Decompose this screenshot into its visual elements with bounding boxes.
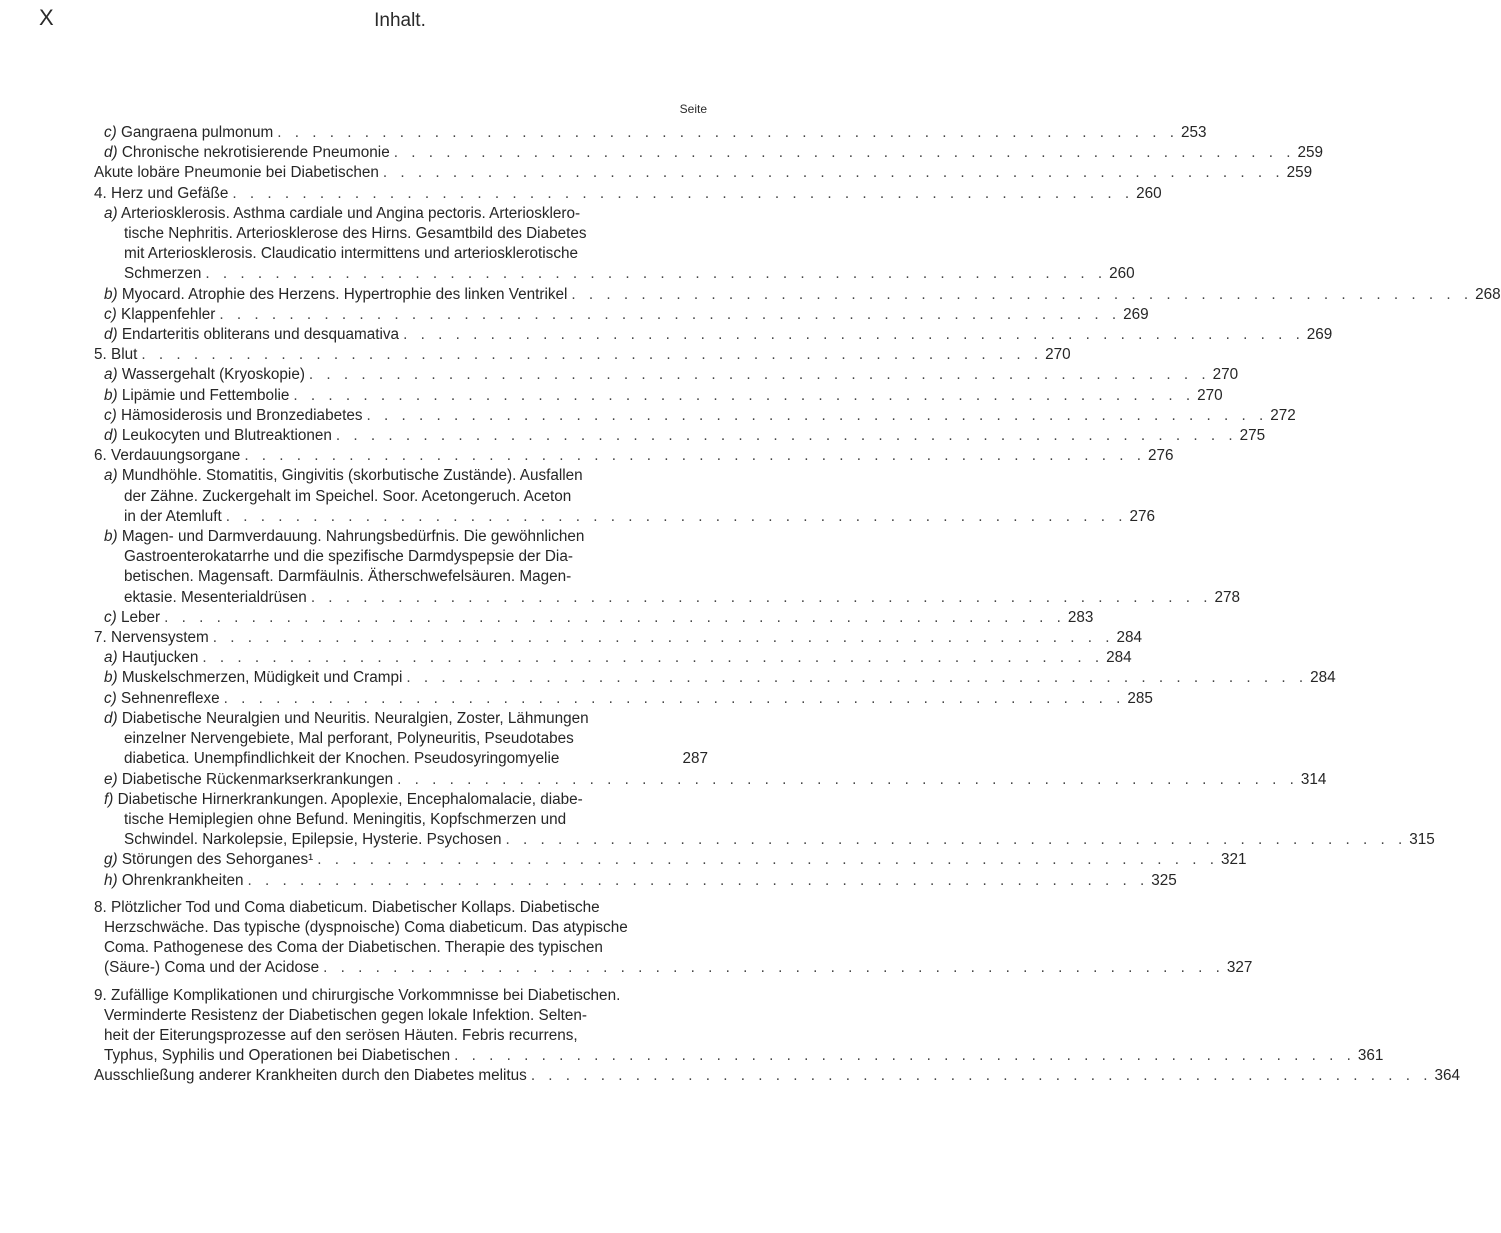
toc-entry-label: 5. [94,346,107,364]
toc-entry-title: Wassergehalt (Kryoskopie) [121,366,305,384]
page-number: 364 [1434,1067,1461,1085]
toc-entry [94,406,1296,426]
toc-entry-text [104,325,399,345]
page-number: 327 [1226,959,1253,977]
toc-entry-last-line [94,608,1094,628]
leader-dots: . . . . . . . . . . . . . . . . . . . . . . . . . . . . . . . . . . . . . . . . . . . . . . . . . . . . [308,366,1211,384]
toc-entry-title: Magen- und Darmverdauung. Nahrungsbedürfnis. Die gewöhnlichen [121,528,585,546]
toc-entry-title: Gastroenterokatarrhe und die spezifische Darmdyspepsie der Dia- [124,548,573,566]
page-number: 283 [1067,608,1094,626]
toc-entry [94,628,1143,648]
toc-entry-title: Störungen des Sehorganes¹ [121,851,314,869]
leader-dots: . . . . . . . . . . . . . . . . . . . . . . . . . . . . . . . . . . . . . . . . . . . . . . . . . . . . [505,831,1407,849]
page-number: 253 [1180,124,1207,141]
toc-entry [94,871,1177,891]
toc-entry-text [94,163,379,183]
leader-dots: . . . . . . . . . . . . . . . . . . . . . . . . . . . . . . . . . . . . . . . . . . . . . . . . . . . . [571,285,1473,303]
toc-entry [94,770,1327,790]
toc-entry-text [104,285,567,305]
toc-entry-text [104,791,583,808]
toc-entry-label: d) [104,709,118,727]
toc-entry [94,1066,1461,1086]
toc-entry-title: betischen. Magensaft. Darmfäulnis. Ätherschwefelsäuren. Magen- [124,568,572,586]
page-number: 260 [1136,184,1162,202]
toc-entry-line [94,898,708,918]
leader-dots: . . . . . . . . . . . . . . . . . . . . . . . . . . . . . . . . . . . . . . . . . . . . . . . . . . . . [397,770,1299,788]
toc-entry-title: Nervensystem [111,629,209,647]
toc-entry [94,608,1094,628]
toc-entry-last-line [94,406,1296,426]
toc-entry-title: ektasie. Mesenterialdrüsen [124,588,307,606]
toc-entry-line [94,709,708,729]
page-number: 259 [1286,164,1313,182]
toc-entry-title: Mundhöhle. Stomatitis, Gingivitis (skorbutische Zustände). Ausfallen [121,467,583,485]
toc-entry-text [124,225,587,242]
toc-entry [94,689,1153,709]
toc-entry-title: Blut [111,346,138,364]
leader-dots: . . . . . . . . . . . . . . . . . . . . . . . . . . . . . . . . . . . . . . . . . . . . . . . . . . . . [335,427,1238,445]
toc-entry-line [94,986,708,1006]
toc-entry-last-line [94,1066,1461,1086]
toc-entry-last-line [94,345,1071,365]
toc-entry-text [104,386,289,406]
toc-entry-text [104,305,215,325]
page-number: 276 [1129,507,1156,525]
toc-spacer [94,891,708,898]
toc-entry [94,325,1333,345]
toc-entry-line [94,1026,708,1046]
toc-entry [94,123,1207,143]
toc-entry-label: a) [104,366,118,384]
leader-dots: . . . . . . . . . . . . . . . . . . . . . . . . . . . . . . . . . . . . . . . . . . . . . . . . . . . . [219,305,1121,323]
toc-entry-title: Schwindel. Narkolepsie, Epilepsie, Hysterie. Psychosen [124,831,502,849]
toc-entry-title: (Säure-) Coma und der Acidose [104,959,320,977]
toc-entry-text [104,406,363,426]
toc-entry-title: der Zähne. Zuckergehalt im Speichel. Soor. Acetongeruch. Aceton [124,487,572,505]
toc-entry-text [104,1007,587,1024]
toc-entry-title: Ausschließung anderer Krankheiten durch den Diabetes melitus [94,1067,527,1085]
toc-entry-title: Herzschwäche. Das typische (dyspnoische) Coma diabeticum. Das atypische [104,918,628,936]
toc-entry-title: diabetica. Unempfindlichkeit der Knochen. Pseudosyringomyelie [124,750,560,768]
leader-dots: . . . . . . . . . . . . . . . . . . . . . . . . . . . . . . . . . . . . . . . . . . . . . . . . . . . . [223,689,1125,707]
toc-entry-text [124,830,502,850]
toc-entry [94,648,1132,668]
toc-entry-title: Leukocyten und Blutreaktionen [121,427,332,445]
toc-entry-text [104,668,402,688]
toc-entry-text [124,811,566,828]
toc-entry-title: Verminderte Resistenz der Diabetischen gegen lokale Infektion. Selten- [104,1006,587,1024]
toc-entry [94,163,1313,183]
toc-entry-text [94,184,228,204]
toc-entry-label: 7. [94,629,107,647]
leader-dots: . . . . . . . . . . . . . . . . . . . . . . . . . . . . . . . . . . . . . . . . . . . . . . . . . . . . [225,507,1128,525]
toc-entry-label: c) [104,305,117,323]
toc-entry-text [104,850,313,870]
toc-entry-title: Hautjucken [121,649,199,667]
toc-entry-last-line [94,163,1313,183]
toc-entry [94,305,1149,325]
leader-dots: . . . . . . . . . . . . . . . . . . . . . . . . . . . . . . . . . . . . . . . . . . . . . . . . . . . . [202,649,1104,667]
toc-entry [94,527,1241,608]
toc-entry-text [104,426,332,446]
leader-dots: . . . . . . . . . . . . . . . . . . . . . . . . . . . . . . . . . . . . . . . . . . . . . . . . . . . . [530,1067,1433,1085]
toc-entry-title: Plötzlicher Tod und Coma diabeticum. Diabetischer Kollaps. Diabetische [111,898,600,916]
toc-entry-text [124,264,201,284]
toc-entry [94,790,1435,851]
toc-entry-line [94,918,708,938]
table-of-contents [94,123,1501,1087]
toc-entry-label: 9. [94,986,107,1004]
toc-entry-text [94,987,620,1004]
toc-entry [94,345,1071,365]
toc-entry-title: tische Nephritis. Arteriosklerose des Hirns. Gesamtbild des Diabetes [124,225,587,243]
toc-entry-title: Lipämie und Fettembolie [121,386,290,404]
toc-entry-text [104,205,580,222]
leader-dots: . . . . . . . . . . . . . . . . . . . . . . . . . . . . . . . . . . . . . . . . . . . . . . . . . . . . [317,851,1219,869]
toc-entry-title: Ohrenkrankheiten [121,871,244,889]
page-number: 321 [1220,851,1247,869]
leader-dots: . . . . . . . . . . . . . . . . . . . . . . . . . . . . . . . . . . . . . . . . . . . . . . . . . . . . [244,447,1146,465]
toc-entry [94,668,1336,688]
toc-entry-line [94,729,708,749]
toc-entry-last-line [94,143,1323,163]
page-column-label: Seite [679,102,707,116]
page-number: 268 [1475,285,1501,303]
toc-entry-title: Diabetische Rückenmarkserkrankungen [121,770,394,788]
page-number: 272 [1270,406,1296,424]
toc-entry-title: Typhus, Syphilis und Operationen bei Diabetischen [104,1047,451,1065]
toc-entry-last-line [94,184,1162,204]
toc-entry [94,426,1266,446]
toc-entry [94,143,1323,163]
toc-entry-last-line [94,305,1149,325]
toc-entry-label: b) [104,669,118,687]
toc-entry-title: Diabetische Hirnerkrankungen. Apoplexie, Encephalomalacie, diabe- [117,790,583,808]
toc-entry-text [94,1066,527,1086]
toc-entry [94,986,1384,1067]
toc-entry-last-line [94,588,1241,608]
page-number: 270 [1197,386,1223,404]
toc-entry-last-line [94,1046,1384,1066]
toc-entry-label: a) [104,649,118,667]
toc-entry-last-line [94,689,1153,709]
toc-entry-line [94,810,708,830]
toc-entry-last-line [94,668,1336,688]
toc-entry-title: Diabetische Neuralgien und Neuritis. Neuralgien, Zoster, Lähmungen [121,709,589,727]
page-number: 325 [1151,871,1177,889]
toc-entry-label: c) [104,124,117,141]
page-number: 361 [1357,1047,1384,1065]
toc-entry-title: Zufällige Komplikationen und chirurgische Vorkommnisse bei Diabetischen. [111,986,621,1004]
leader-dots: . . . . . . . . . . . . . . . . . . . . . . . . . . . . . . . . . . . . . . . . . . . . . . . . . . . . [277,124,1179,141]
leader-dots: . . . . . . . . . . . . . . . . . . . . . . . . . . . . . . . . . . . . . . . . . . . . . . . . . . . . [366,406,1268,424]
page-number: 276 [1148,447,1174,465]
toc-entry-text [124,588,307,608]
leader-dots: . . . . . . . . . . . . . . . . . . . . . . . . . . . . . . . . . . . . . . . . . . . . . . . . . . . . [293,386,1195,404]
toc-entry-line [94,244,708,264]
running-header: Inhalt. [374,10,426,31]
toc-entry-label: b) [104,528,118,546]
leader-dots: . . . . . . . . . . . . . . . . . . . . . . . . . . . . . . . . . . . . . . . . . . . . . . . . . . . . [164,608,1066,626]
toc-entry-text [104,608,160,628]
toc-entry-label: g) [104,851,118,869]
toc-entry [94,850,1247,870]
toc-entry-last-line [94,446,1174,466]
toc-entry-label: h) [104,871,118,889]
toc-entry-text [104,919,628,936]
toc-entry-last-line [94,507,1156,527]
toc-entry-text [104,689,220,709]
toc-entry-title: tische Hemiplegien ohne Befund. Meningitis, Kopfschmerzen und [124,810,567,828]
toc-entry-text [124,749,559,769]
toc-entry [94,466,1156,527]
toc-entry-title: in der Atemluft [124,507,222,525]
toc-entry [94,204,1135,285]
toc-entry-text [104,648,198,668]
leader-dots: . . . . . . . . . . . . . . . . . . . . . . . . . . . . . . . . . . . . . . . . . . . . . . . . . . . . [406,669,1308,687]
page-number: 284 [1106,649,1132,667]
toc-entry-line [94,527,708,547]
toc-entry-title: Hämosiderosis und Bronzediabetes [121,406,363,424]
toc-entry-text [104,528,584,545]
toc-entry-text [94,345,137,365]
toc-entry-line [94,567,708,587]
toc-spacer [94,979,708,986]
toc-entry-line [94,1006,708,1026]
toc-entry-title: heit der Eiterungsprozesse auf den serösen Häuten. Febris recurrens, [104,1026,578,1044]
toc-entry-line [94,204,708,224]
toc-entry-title: einzelner Nervengebiete, Mal perforant, Polyneuritis, Pseudotabes [124,730,574,748]
toc-entry-label: 4. [94,184,107,202]
toc-entry [94,446,1174,466]
toc-entry-line [94,487,708,507]
page-number: 284 [1310,669,1336,687]
toc-entry-last-line [94,264,1135,284]
leader-dots: . . . . . . . . . . . . . . . . . . . . . . . . . . . . . . . . . . . . . . . . . . . . . . . . . . . . [403,326,1305,344]
leader-dots: . . . . . . . . . . . . . . . . . . . . . . . . . . . . . . . . . . . . . . . . . . . . . . . . . . . . [454,1047,1356,1065]
toc-entry-line [94,938,708,958]
toc-entry-label: d) [104,427,118,445]
toc-entry-text [104,365,305,385]
leader-dots: . . . . . . . . . . . . . . . . . . . . . . . . . . . . . . . . . . . . . . . . . . . . . . . . . . . . [323,959,1225,977]
toc-entry-label: a) [104,467,118,485]
toc-entry-last-line [94,850,1247,870]
toc-entry [94,184,1162,204]
toc-entry-text [104,770,393,790]
toc-entry-title: mit Arteriosklerosis. Claudicatio intermittens und arteriosklerotische [124,245,578,263]
page-number: 278 [1214,588,1241,606]
toc-entry-title: Myocard. Atrophie des Herzens. Hypertrophie des linken Ventrikel [121,285,568,303]
toc-entry-label: 6. [94,447,107,465]
toc-entry-text [104,1027,578,1044]
page-number: 269 [1123,305,1149,323]
toc-entry-label: e) [104,770,118,788]
toc-entry-last-line [94,770,1327,790]
leader-dots: . . . . . . . . . . . . . . . . . . . . . . . . . . . . . . . . . . . . . . . . . . . . . . . . . . . . [212,629,1115,647]
toc-entry-title: Klappenfehler [121,305,216,323]
leader-dots: . . . . . . . . . . . . . . . . . . . . . . . . . . . . . . . . . . . . . . . . . . . . . . . . . . . . [310,588,1213,606]
page-number: 275 [1239,427,1266,445]
toc-entry-title: Muskelschmerzen, Müdigkeit und Crampi [121,669,403,687]
leader-dots: . . . . . . . . . . . . . . . . . . . . . . . . . . . . . . . . . . . . . . . . . . . . . . . . . . . . [205,265,1107,283]
page-number: 287 [682,750,708,768]
toc-entry-label: f) [104,790,114,808]
toc-entry-title: Sehnenreflexe [121,689,220,707]
leader-dots: . . . . . . . . . . . . . . . . . . . . . . . . . . . . . . . . . . . . . . . . . . . . . . . . . . . . [232,184,1134,202]
toc-entry-last-line [94,325,1333,345]
toc-entry-text [124,548,573,565]
toc-entry-label: 8. [94,898,107,916]
toc-entry-text [104,467,583,484]
toc-entry-text [124,245,578,262]
toc-entry-last-line [94,123,1207,143]
toc-entry-text [104,710,589,727]
toc-entry [94,386,1223,406]
toc-entry-text [104,939,603,956]
page-number: 270 [1045,346,1071,364]
toc-entry-last-line [94,958,1253,978]
toc-entry-text [94,899,600,916]
toc-entry-last-line [94,648,1132,668]
toc-entry-title: Arteriosklerosis. Asthma cardiale und Angina pectoris. Arteriosklero- [121,204,581,222]
toc-entry-text [94,628,209,648]
toc-entry-text [124,488,571,505]
toc-entry-last-line [94,749,708,769]
toc-entry-label: b) [104,386,118,404]
toc-entry-label: b) [104,285,118,303]
toc-entry-title: Verdauungsorgane [111,447,241,465]
leader-dots: . . . . . . . . . . . . . . . . . . . . . . . . . . . . . . . . . . . . . . . . . . . . . . . . . . . . [393,144,1295,162]
toc-entry-last-line [94,285,1501,305]
toc-entry-label: c) [104,689,117,707]
toc-entry-line [94,466,708,486]
toc-entry-title: Schmerzen [124,265,202,283]
toc-entry-text [104,958,319,978]
toc-entry-title: Herz und Gefäße [111,184,229,202]
toc-entry-text [104,123,273,143]
toc-entry-label: c) [104,406,117,424]
toc-entry-title: Akute lobäre Pneumonie bei Diabetischen [94,164,379,182]
page-roman-numeral: X [39,5,55,30]
toc-entry [94,898,1253,979]
toc-entry-label: c) [104,608,117,626]
toc-entry-last-line [94,386,1223,406]
page-number: 314 [1300,770,1327,788]
toc-entry-text [104,143,390,163]
toc-entry-last-line [94,365,1239,385]
toc-entry-title: Coma. Pathogenese des Coma der Diabetischen. Therapie des typischen [104,939,603,957]
page-number: 259 [1297,144,1323,162]
toc-entry-line [94,790,708,810]
toc-entry-text [94,446,240,466]
toc-entry-label: d) [104,144,118,162]
toc-entry-text [124,568,571,585]
toc-entry-text [104,1046,450,1066]
toc-entry-title: Gangraena pulmonum [121,124,274,141]
page-number: 270 [1212,366,1239,384]
page-number: 315 [1409,831,1435,849]
toc-entry-last-line [94,830,1435,850]
toc-entry-title: Leber [121,608,161,626]
leader-dots: . . . . . . . . . . . . . . . . . . . . . . . . . . . . . . . . . . . . . . . . . . . . . . . . . . . . [382,164,1285,182]
toc-entry-title: Chronische nekrotisierende Pneumonie [121,144,390,162]
page-number: 284 [1116,629,1143,647]
page-number: 269 [1306,326,1333,344]
leader-dots: . . . . . . . . . . . . . . . . . . . . . . . . . . . . . . . . . . . . . . . . . . . . . . . . . . . . [247,871,1149,889]
toc-entry-line [94,224,708,244]
toc-entry-last-line [94,426,1266,446]
toc-entry-text [104,871,243,891]
toc-entry-label: a) [104,204,118,222]
page-number: 260 [1109,265,1135,283]
toc-entry-text [124,730,574,747]
toc-entry-last-line [94,628,1143,648]
toc-entry-text [124,507,222,527]
toc-entry-last-line [94,871,1177,891]
toc-entry [94,285,1501,305]
toc-entry [94,709,708,770]
toc-entry-label: d) [104,326,118,344]
leader-dots: . . . . . . . . . . . . . . . . . . . . . . . . . . . . . . . . . . . . . . . . . . . . . . . . . . . . [141,346,1043,364]
toc-entry-line [94,547,708,567]
toc-entry-title: Endarteritis obliterans und desquamativa [121,326,400,344]
toc-entry [94,365,1239,385]
page-number: 285 [1127,689,1153,707]
